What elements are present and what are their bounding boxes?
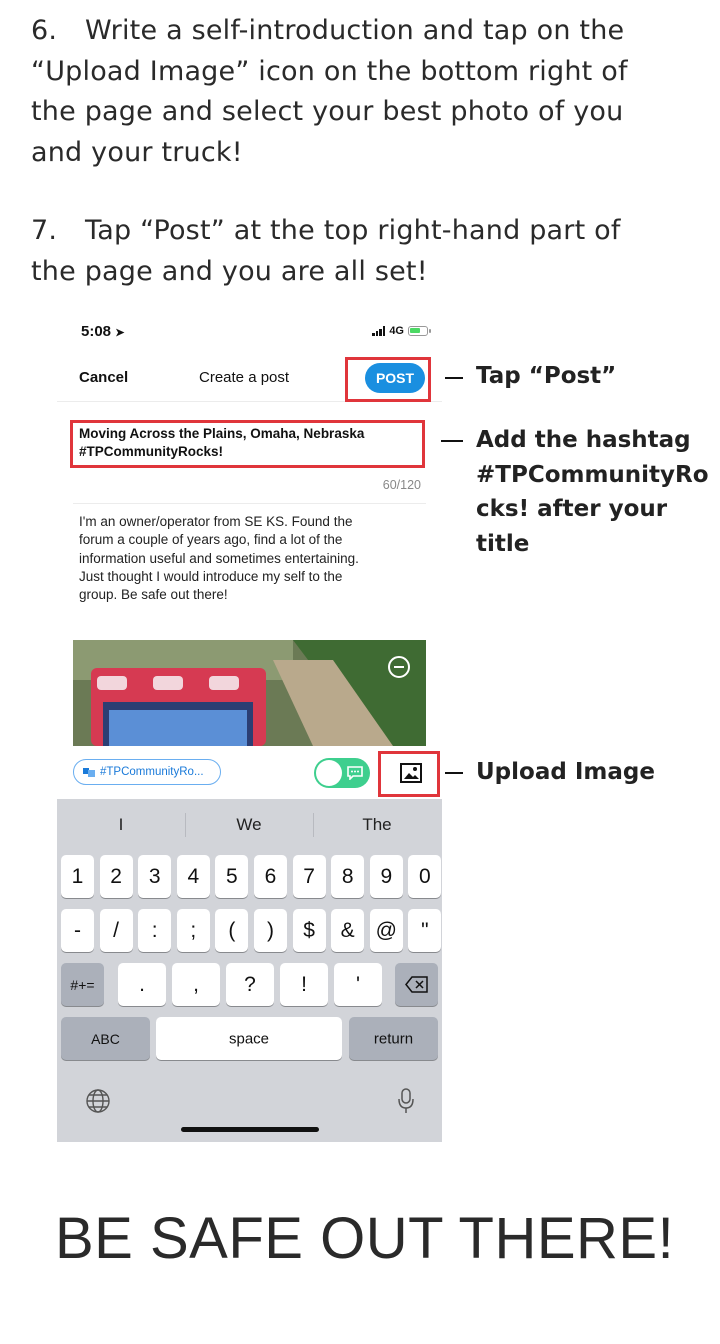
key-5[interactable]: ) — [254, 909, 287, 952]
key-9[interactable]: " — [408, 909, 441, 952]
chat-bubble-icon — [347, 766, 363, 780]
hashtag-callout-line-4: title — [476, 530, 530, 557]
key-7[interactable]: & — [331, 909, 364, 952]
step-6-line-3: the page and select your best photo of you — [31, 96, 624, 127]
abc-key[interactable]: ABC — [61, 1017, 150, 1060]
backspace-key[interactable] — [395, 963, 438, 1006]
key-0[interactable]: . — [118, 963, 166, 1006]
return-key[interactable]: return — [349, 1017, 438, 1060]
upload-highlight-box — [378, 751, 440, 797]
location-arrow-icon: ➤ — [115, 327, 125, 339]
title-divider — [73, 503, 426, 504]
step-7-line-2: the page and you are all set! — [31, 255, 428, 287]
key-0[interactable]: - — [61, 909, 94, 952]
key-4[interactable]: ' — [334, 963, 382, 1006]
safety-banner: BE SAFE OUT THERE! — [55, 1206, 675, 1271]
post-highlight-box — [345, 357, 431, 402]
key-6[interactable]: $ — [293, 909, 326, 952]
key-1[interactable]: / — [100, 909, 133, 952]
status-right — [372, 325, 428, 337]
symbols-key[interactable]: #+= — [61, 963, 104, 1006]
battery-icon — [408, 326, 428, 336]
network-label: 4G — [389, 325, 404, 337]
post-body-line-5: group. Be safe out there! — [79, 587, 228, 603]
hashtag-chip-label: #TPCommunityRo... — [100, 766, 204, 778]
key-2[interactable]: : — [138, 909, 171, 952]
keyboard — [57, 799, 442, 1142]
post-body-line-1: I'm an owner/operator from SE KS. Found the — [79, 514, 353, 529]
key-8[interactable]: @ — [370, 909, 403, 952]
key-4[interactable]: ( — [215, 909, 248, 952]
instruction-step-7 — [31, 211, 691, 292]
page-title: Create a post — [199, 369, 290, 386]
cancel-button[interactable]: Cancel — [79, 369, 129, 386]
title-highlight-box — [70, 420, 425, 468]
key-7[interactable]: 8 — [331, 855, 364, 898]
step-7-number: 7. — [31, 215, 58, 246]
suggestion-3[interactable]: The — [362, 815, 392, 834]
post-body-input[interactable] — [79, 513, 419, 604]
step-6-number: 6. — [31, 15, 58, 46]
key-9[interactable]: 0 — [408, 855, 441, 898]
suggestion-2[interactable]: We — [236, 815, 262, 834]
hashtag-callout-line-2: #TPCommunityRo — [476, 461, 709, 488]
post-leader-line — [445, 377, 463, 379]
step-6-line-4: and your truck! — [31, 136, 243, 168]
microphone-icon[interactable] — [397, 1087, 415, 1115]
post-title-line-1: Moving Across the Plains, Omaha, Nebraska — [79, 426, 365, 441]
status-bar — [57, 323, 442, 345]
step-7-line-1: Tap “Post” at the top right-hand part of — [85, 215, 621, 246]
key-2[interactable]: ? — [226, 963, 274, 1006]
key-1[interactable]: 2 — [100, 855, 133, 898]
post-title-line-2: #TPCommunityRocks! — [79, 444, 224, 459]
hashtag-callout-line-3: cks! after your — [476, 496, 668, 522]
upload-leader-line — [445, 772, 463, 774]
post-body-line-3: information useful and sometimes entertaining. — [79, 550, 359, 566]
key-8[interactable]: 9 — [370, 855, 403, 898]
post-body-line-4: Just thought I would introduce my self to the — [79, 568, 343, 584]
truck-image — [73, 640, 426, 746]
backspace-icon — [405, 976, 429, 993]
uploaded-truck-photo — [73, 640, 426, 746]
post-body-line-2: forum a couple of years ago, find a lot of the — [79, 532, 343, 548]
globe-icon[interactable] — [85, 1088, 111, 1114]
suggestion-1[interactable]: I — [118, 815, 124, 834]
key-2[interactable]: 3 — [138, 855, 171, 898]
key-1[interactable]: , — [172, 963, 220, 1006]
key-3[interactable]: 4 — [177, 855, 210, 898]
key-3[interactable]: ; — [177, 909, 210, 952]
home-indicator — [181, 1127, 319, 1132]
chat-toggle[interactable] — [314, 758, 370, 788]
space-key[interactable]: space — [156, 1017, 342, 1060]
post-callout: Tap “Post” — [476, 363, 617, 389]
char-counter: 60/120 — [382, 478, 421, 492]
hashtag-callout-line-1: Add the hashtag — [476, 427, 691, 453]
key-4[interactable]: 5 — [215, 855, 248, 898]
post-button[interactable]: POST — [365, 363, 425, 393]
step-6-line-1: Write a self-introduction and tap on the — [85, 15, 625, 46]
upload-callout: Upload Image — [476, 759, 655, 785]
key-5[interactable]: 6 — [254, 855, 287, 898]
hashtag-leader-line — [441, 440, 463, 442]
hashtag-icon — [82, 766, 96, 778]
hashtag-chip[interactable] — [73, 759, 221, 785]
remove-photo-icon[interactable] — [388, 656, 410, 678]
hashtag-callout — [476, 423, 709, 561]
status-time: 5:08 ➤ — [81, 323, 125, 340]
key-3[interactable]: ! — [280, 963, 328, 1006]
signal-icon — [372, 326, 385, 336]
step-6-line-2: “Upload Image” icon on the bottom right of — [31, 55, 628, 87]
key-6[interactable]: 7 — [293, 855, 326, 898]
instruction-step-6 — [31, 11, 691, 173]
key-0[interactable]: 1 — [61, 855, 94, 898]
